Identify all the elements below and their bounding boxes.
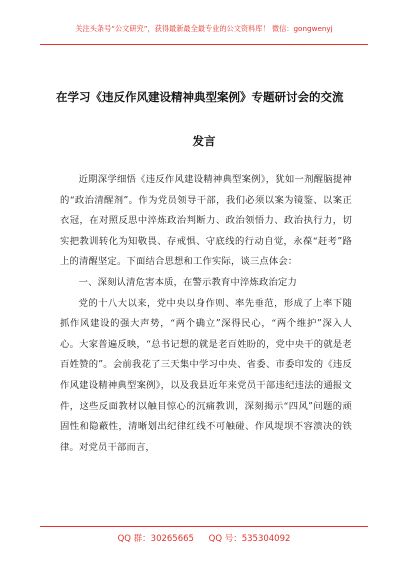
footer-divider bbox=[40, 526, 368, 527]
document-body bbox=[60, 170, 352, 458]
footer-qq-group: QQ 群：30265665 bbox=[117, 534, 194, 544]
document-title-line-1: 在学习《违反作风建设精神典型案例》专题研讨会的交流 bbox=[56, 90, 344, 104]
header-divider bbox=[40, 44, 368, 45]
body-paragraph: 党的十八大以来，党中央以身作则、率先垂范，形成了上率下随抓作风建设的强大声势，“两个确立”深得民心，“两个维护”深入人心。大家普遍反映，“总书记想的就是老百姓盼的，党中央干的就是老百姓赞的”。会前我花了三天集中学习中央、省委、市委印发的《违反作风建设精神典型案例》，以及我县近年来党员干部违纪违法的通报文件，这些反面教材以触目惊心的沉痛教训，深刻揭示“四风”问题的顽固性和隐蔽性，清晰划出纪律红线不可触碰、作风堤坝不容溃决的铁律。对党员干部而言， bbox=[60, 297, 352, 453]
footer-qq-number: QQ 号：535304092 bbox=[208, 534, 291, 544]
intro-paragraph: 近期深学细悟《违反作风建设精神典型案例》，犹如一剂醒脑提神的“政治清醒剂”。作为党员领导干部，我们必须以案为镜鉴、以案正衣冠，在对照反思中淬炼政治判断力、政治领悟力、政治执行力，切实把教训转化为知敬畏、存戒惧、守底线的行动自觉，永葆“赶考”路上的清醒坚定。下面结合思想和工作实际，谈三点体会： bbox=[60, 174, 352, 268]
footer-contact bbox=[0, 532, 408, 544]
header-banner: 关注头条号“公文研究”，获得最新最全最专业的公文资料库！ 微信：gongwenyj bbox=[75, 24, 333, 33]
document-title-line-2: 发言 bbox=[192, 134, 216, 148]
section-heading-1: 一、深刻认清危害本质，在警示教育中淬炼政治定力 bbox=[78, 276, 298, 288]
